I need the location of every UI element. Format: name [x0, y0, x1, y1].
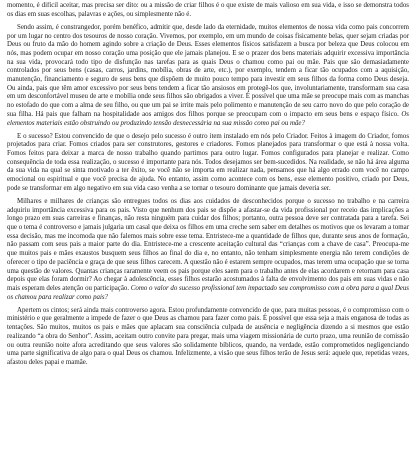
text-run: E o sucesso? Estou convencido de que o desejo pelo sucesso é outro item instalado em nós pelo Criador. Feitos à imagem do Criador, fomos projetados para criar. Fomos criados para ser construtores, gestores e criadores. Fomos planejados para transformar o que está à nossa volta. Fomos feitos para deixar a marca de nosso trabalho quando partimos para outro lugar. Fomos configurados para planejar e realizar. Como consequência de toda essa realização, o sucesso é importante para nós. Todos desejamos ser bem-sucedidos. Na realidade, se não há área alguma da sua vida na qual se sinta motivado a ter êxito, se você não se importa em realizar nada, pensamos que há algo errado com você no campo emocional ou espiritual e que você precisa de ajuda. No entanto, assim como acontece com os bens, esse elemento positivo, criado por Deus, pode se transformar em algo negativo em sua vida caso venha a se tornar o tesouro dominante que jamais deveria ser.	[7, 132, 409, 192]
text-run: Apertem os cintos; será ainda mais controverso agora. Estou profundamente convencido de que, para muitas pessoas, é o compromisso com o ministério e que geralmente a impede de fazer o que Deus as chamou para fazer como pais. É possível que essa seja a mais enganosa de todas as tentações. São muitos, muitos os pais e mães que aplacam sua consciência culpada de ausência e negligência dizendo a si mesmos que estão realizando “a obra do Senhor”. Assim, aceitam outro convite para pregar, mais uma viagem missionária de curto prazo, uma reunião de comissão ou outra reunião noite afora acreditando que seus valores são solidamente bíblicos, quando, na verdade, estão comprometidos negligenciando uma parte significativa de algo para o qual Deus os chamou. Infelizmente, a visão que seus filhos terão de Jesus será: aquele que, repetidas vezes, afastou deles papai e mamãe.	[7, 306, 409, 366]
paragraph-2	[7, 24, 409, 128]
italic-text-run: Os elementos materiais estão obstruindo ou produzindo tensão desnecessária na sua missão como pai ou mãe?	[7, 110, 409, 127]
text-run: Milhares e milhares de crianças são entregues todos os dias aos cuidados de desconhecidos porque o sucesso no trabalho e na carreira adquiriu importância excessiva para os pais. Visto que nenhum dos pais se dispõe a afastar-se da vida profissional por receio das implicações a longo prazo em suas carreiras e finanças, não resta ninguém para cuidar dos filhos; portanto, outra pessoa deve ser contratada para a tarefa. Sei que o tema é controverso e jamais julgaria um casal que deixa os filhos em uma creche sem saber em detalhes os motivos que os levaram a tomar essa decisão, mas me incomoda que não falemos mais sobre esse tema. Entristece-me a quantidade de filhos que, durante seus anos de formação, não passam com seus pais a maior parte do dia. Entristece-me a crescente aceitação cultural das “crianças com a chave de casa”. Preocupa-me que muitos pais e mães exaustos busquem seus filhos ao final do dia e, no entanto, não tenham simplesmente energia não terem condições de oferecer o tipo de paciência e graça de que seus filhos carecem. A questão não é estarem sempre ocupados, mas terem uma ocupação que se torna uma questão de valores. Quantas crianças raramente veem os pais porque eles saem para o trabalho antes de elas acordarem e retornam para casa depois que elas foram dormir? Ao chegar à adolescência, esses filhos estarão acostumados à falta de envolvimento dos pais em suas vidas e não mais esperam deles atenção ou participação.	[7, 197, 409, 292]
italic-text-run: Como o valor do sucesso profissional tem impactado seu compromisso com a obra para a qual Deus os chamou para realizar como pais?	[7, 284, 409, 301]
paragraph-3	[7, 133, 409, 194]
paragraph-5	[7, 307, 409, 368]
text-run: Sendo assim, é constrangedor, porém benéfico, admitir que, desde lado da eternidade, muitos elementos de nossa vida como pais concorrem por um lugar no centro dos tesouros de nosso coração. Vivemos, por exemplo, em um mundo de coisas fisicamente belas, quer sejam criadas por Deus ou fruto da mão do homem agindo sobre a criação de Deus. Esses elementos físicos satisfazem a busca por beleza que Deus colocou em nós, mas podem ocupar em nosso coração uma posição que ele jamais planejou. E se o prazer dos bens materiais adquirir excessiva importância na sua vida, provocará todo tipo de disfunção nas tarefas para as quais Deus o chamou como pai ou mãe. Pais que são demasiadamente controlados por seus bens (casas, carros, jardins, mobília, obras de arte, etc.), por exemplo, tendem a ficar tão ocupados com a aquisição, manutenção, financiamento e seguro de seus bens que dispõem de muito pouco tempo para investir em seus filhos da forma como Deus deseja. Ou ainda, pais que têm amor excessivo por seus bens tendem a ficar tão ansiosos em protegê-los que, involuntariamente, transformam sua casa em um desconfortável museu de arte e mobília onde seus filhos são obrigados a viver. É possível que uma mãe se preocupe mais com as manchas no estofado do que com a alma de seu filho, ou que um pai se irrite mais pelo polimento e manutenção de seu carro novo do que pelo coração de sua filha. Há pais que falham na hospitalidade aos amigos dos filhos porque se preocupam com o impacto em seus bens e espaço físico.	[7, 23, 409, 118]
document-page	[7, 2, 409, 466]
paragraph-4	[7, 198, 409, 302]
paragraph-1	[7, 2, 409, 19]
text-run: momento, é difícil aceitar, mas precisa ser dito: ou a missão de criar filhos é o que existe de mais valioso em sua vida, e isso se demonstra todos os dias em suas escolhas, palavras e ações, ou simplesmente não é.	[7, 2, 409, 18]
